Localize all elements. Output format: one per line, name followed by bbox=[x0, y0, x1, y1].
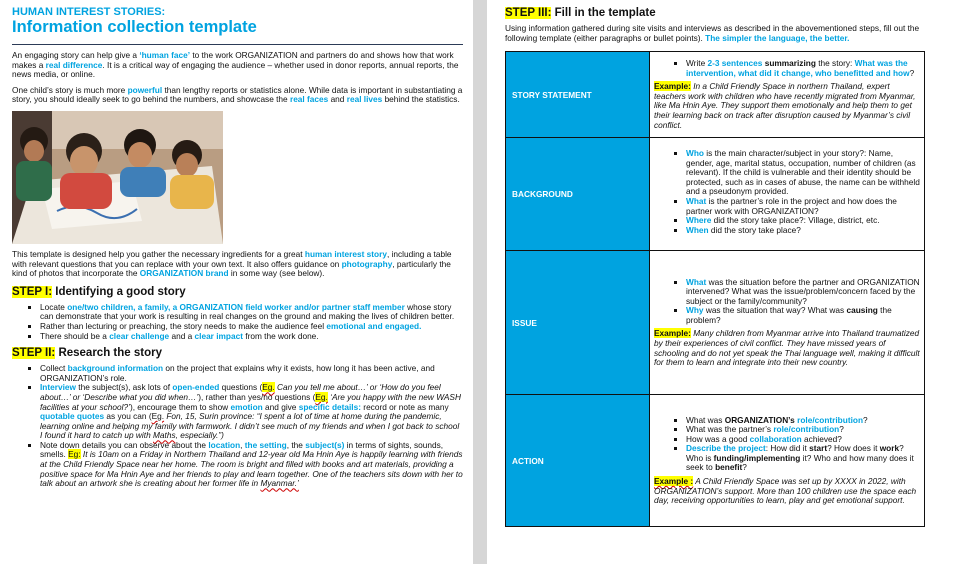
text-run: the story: bbox=[815, 58, 855, 69]
row-content bbox=[650, 52, 925, 138]
text-run: ORGANIZATION’s bbox=[724, 414, 795, 425]
text-run: 2-3 sentences bbox=[707, 58, 763, 69]
text-run: Many children from Myanmar arrive into Thailand traumatized by their experiences of civil conflict. They have missed years of schooling and do not yet speak the Thai language well, making it difficult for them to learn and integrate into their new country. bbox=[654, 328, 920, 368]
text-run: Eg. bbox=[151, 411, 165, 422]
text-run: ), rather than yes/no questions ( bbox=[198, 391, 316, 402]
text-run: emotion bbox=[230, 401, 263, 412]
text-run: achieved? bbox=[801, 433, 842, 444]
table-row bbox=[506, 395, 925, 527]
text-run: One child’s story is much more bbox=[12, 84, 128, 95]
text-run: Myanmar.’ bbox=[260, 478, 299, 489]
text-run: did the story take place?: Village, district, etc. bbox=[711, 215, 880, 226]
step2-heading: STEP II: Research the story bbox=[12, 347, 162, 360]
powerful-paragraph bbox=[12, 86, 463, 105]
text-run: real difference bbox=[45, 59, 103, 70]
text-run: quotable quotes bbox=[40, 411, 105, 422]
text-run: , especially.”) bbox=[175, 430, 224, 441]
text-run: Example : bbox=[654, 476, 694, 487]
text-run: one/two children, a family, a ORGANIZATION field worker and/or partner staff member bbox=[67, 301, 405, 312]
row-bullets bbox=[654, 278, 920, 326]
text-run: human interest story bbox=[304, 248, 387, 259]
row-label: BACKGROUND bbox=[506, 138, 650, 251]
text-run: open-ended bbox=[172, 382, 220, 393]
text-run: record or note as many bbox=[361, 401, 449, 412]
text-run: subject(s) bbox=[305, 439, 345, 450]
text-run: was the situation that way? What was bbox=[703, 305, 847, 316]
text-run: Locate bbox=[40, 301, 68, 312]
text-run: Example: bbox=[654, 328, 691, 339]
step2-list bbox=[12, 364, 463, 489]
list-item bbox=[40, 303, 463, 322]
text-run: Maths bbox=[153, 430, 176, 441]
list-item bbox=[686, 149, 920, 197]
table-row bbox=[506, 52, 925, 138]
text-run: Who bbox=[686, 148, 704, 159]
text-run: Note down details you can observe about the bbox=[40, 439, 209, 450]
text-run: Eg: bbox=[68, 449, 81, 460]
list-item bbox=[40, 441, 463, 489]
list-item bbox=[40, 383, 463, 441]
text-run: ORGANIZATION brand bbox=[139, 268, 229, 279]
text-run: is the main character/subject in your story?: Name, gender, age, marital status, occupation, number of children (as relevant). If the child is vulnerable and their identity should be protected, such as in cases of abuse, the name can be withheld and a pseudonym provided. bbox=[686, 148, 920, 197]
text-run: in some way (see below). bbox=[228, 268, 325, 279]
text-run: on the project that explains why it exists, how long it has been active, and ORGANIZATION’s role. bbox=[40, 363, 435, 383]
intro-paragraph bbox=[12, 51, 463, 80]
text-run: Write bbox=[686, 58, 708, 69]
text-run: When bbox=[686, 224, 709, 235]
row-content bbox=[650, 251, 925, 395]
step3-intro bbox=[505, 24, 950, 43]
list-item bbox=[686, 278, 920, 307]
text-run: the problem? bbox=[686, 305, 892, 325]
text-run: real lives bbox=[346, 94, 383, 105]
row-example bbox=[654, 477, 920, 506]
text-run: summarizing bbox=[764, 58, 816, 69]
list-item bbox=[686, 444, 920, 473]
step1-heading: STEP I: Identifying a good story bbox=[12, 285, 186, 298]
text-run: real faces bbox=[289, 94, 329, 105]
text-run: benefit bbox=[715, 462, 743, 473]
text-run: the setting bbox=[244, 439, 287, 450]
text-run: An engaging story can help give a bbox=[12, 50, 140, 60]
text-run: from the work done. bbox=[242, 330, 319, 341]
text-run: it? Who and how many does it seek to bbox=[686, 452, 914, 473]
left-page bbox=[0, 0, 473, 564]
text-run: is the partner’s role in the project and how does the partner work with ORGANIZATION? bbox=[686, 195, 897, 216]
text-run: did the story take place? bbox=[708, 224, 801, 235]
text-run: and give bbox=[262, 401, 299, 412]
text-run: Where bbox=[686, 215, 712, 226]
text-run: specific details: bbox=[298, 401, 361, 412]
doc-title: Information collection template bbox=[12, 18, 257, 36]
text-run: the subject(s), ask lots of bbox=[75, 382, 173, 393]
text-run: What bbox=[686, 276, 707, 287]
text-run: clear challenge bbox=[109, 330, 170, 341]
doc-title-top: HUMAN INTEREST STORIES: bbox=[12, 6, 166, 18]
text-run: ‘Are you happy with the new WASH facilities at your school?’ bbox=[40, 391, 461, 412]
step3-heading: STEP III: Fill in the template bbox=[505, 7, 656, 19]
row-label: STORY STATEMENT bbox=[506, 52, 650, 138]
text-run: : How did it bbox=[765, 443, 810, 454]
text-run: and bbox=[328, 94, 347, 105]
text-run: Eg. bbox=[262, 382, 275, 393]
text-run: ), encourage them to show bbox=[129, 401, 231, 412]
title-divider bbox=[12, 44, 463, 45]
template-paragraph bbox=[12, 250, 463, 279]
text-run: ‘human face’ bbox=[139, 50, 191, 60]
list-item bbox=[40, 332, 463, 342]
text-run: This template is designed help you gather the necessary ingredients for a great bbox=[12, 248, 305, 259]
text-run: as you can ( bbox=[104, 411, 152, 422]
text-run: emotional and engaged. bbox=[326, 320, 422, 331]
text-run: photography bbox=[341, 258, 393, 269]
text-run: causing bbox=[846, 305, 878, 316]
list-item bbox=[686, 306, 920, 325]
text-run: role/contribution bbox=[773, 424, 840, 435]
table-row bbox=[506, 138, 925, 251]
row-example bbox=[654, 329, 920, 367]
text-run: Eg. bbox=[315, 391, 328, 402]
row-bullets bbox=[654, 149, 920, 235]
text-run: It is 10am on a Friday in Northern Thailand and 12-year old Ma Hnin Aye is happily learning with friends at the Child Friendly Space near her home. The room is bright and filled with books and art materials, providing a positive space for Ma Hnin Aye and her friends to play and learn together. One of the teachers sits down with her to talk about an artwork she is creating about her former life in bbox=[40, 449, 463, 489]
row-bullets bbox=[654, 416, 920, 474]
text-run: funding/implementing bbox=[713, 452, 801, 463]
text-run: behind the statistics. bbox=[382, 94, 460, 105]
list-item bbox=[40, 364, 463, 383]
row-bullets bbox=[654, 59, 920, 78]
children-drawing-photo bbox=[12, 111, 223, 244]
text-run: Using information gathered during site visits and interviews as described in the abovementioned steps, fill out the following template (either paragraphs or bullet points). bbox=[505, 23, 920, 43]
text-run: and a bbox=[169, 330, 195, 341]
row-content bbox=[650, 395, 925, 527]
text-run: clear impact bbox=[194, 330, 243, 341]
list-item bbox=[686, 226, 920, 236]
row-label: ISSUE bbox=[506, 251, 650, 395]
text-run: was the situation before the partner and ORGANIZATION intervened? What was the issue/problem/concern faced by the subject or the family/community? bbox=[686, 276, 920, 306]
text-run: in terms of sights, sounds, smells. bbox=[40, 439, 444, 460]
table-row bbox=[506, 251, 925, 395]
text-run: location bbox=[208, 439, 241, 450]
text-run: In a Child Friendly Space in northern Thailand, expert teachers work with children who have recently migrated from Myanmar, like Ma Hnin Aye. They support them emotionally and help them to get their learning back on track after disruption caused by Myanmar’s civil conflict. bbox=[654, 81, 916, 130]
text-run: background information bbox=[67, 363, 164, 374]
list-item bbox=[686, 59, 920, 78]
text-run: Can you tell me about…’ or ‘How do you feel about…’ or ‘Describe what you did when…’ bbox=[40, 382, 441, 402]
text-run: ? How does it bbox=[827, 443, 880, 454]
text-run: What was bbox=[686, 414, 725, 425]
text-run: powerful bbox=[127, 84, 163, 95]
text-run: to the work ORGANIZATION and partners do and shows how that work makes a bbox=[12, 50, 454, 70]
row-label: ACTION bbox=[506, 395, 650, 527]
row-content bbox=[650, 138, 925, 251]
text-run: What was the partner’s bbox=[686, 424, 774, 435]
text-run: , the bbox=[286, 439, 306, 450]
text-run: , particularly the kind of photos that incorporate the bbox=[12, 258, 451, 279]
text-run: What bbox=[686, 195, 707, 206]
text-run: Fon, 15, Surin province: “I spent a lot of time at home during the pandemic, learning online and helping my family with farmwork. I didn’t see much of my friends and when I got back to school I found it hard to catch up with bbox=[40, 411, 460, 441]
text-run: Describe the project bbox=[686, 443, 766, 454]
text-run: role/contribution bbox=[797, 414, 864, 425]
text-run: The simpler the language, the better. bbox=[705, 32, 850, 43]
text-run: questions ( bbox=[219, 382, 263, 393]
text-run: , including a table with relevant questions that you can replace with your own text. It also offers guidance on bbox=[12, 248, 452, 269]
text-run: , bbox=[240, 439, 245, 450]
text-run: Rather than lecturing or preaching, the story needs to make the audience feel bbox=[40, 320, 327, 331]
text-run: ? bbox=[863, 414, 868, 425]
text-run: Interview bbox=[40, 382, 76, 393]
text-run: work bbox=[879, 443, 900, 454]
text-run: Collect bbox=[40, 363, 68, 374]
text-run: . It is a critical way of engaging the audience – whether used in donor reports, annual reports, the news media, or online. bbox=[12, 59, 459, 80]
text-run: ? bbox=[839, 424, 844, 435]
list-item bbox=[686, 197, 920, 216]
text-run: collaboration bbox=[749, 433, 802, 444]
text-run: There should be a bbox=[40, 330, 110, 341]
text-run: What was the intervention, what did it change, who benefitted and how bbox=[686, 58, 910, 78]
text-run: than lengthy reports or statistics alone. While data is important in substantiating a story, you should ideally seek to go behind the numbers, and showcase the bbox=[12, 84, 463, 105]
text-run: start bbox=[809, 443, 828, 454]
text-run: whose story can demonstrate that your work is resulting in real changes on the ground and making the lives of children better. bbox=[40, 301, 455, 322]
text-run: ? Who is bbox=[686, 443, 904, 463]
text-run: How was a good bbox=[686, 433, 750, 444]
text-run: Why bbox=[686, 305, 704, 316]
right-page bbox=[487, 0, 960, 564]
text-run: ? bbox=[742, 462, 747, 473]
row-example bbox=[654, 82, 920, 130]
text-run: A Child Friendly Space was set up by XXXX in 2022, with ORGANIZATION’s support. More than 100 children use the space each day, receiving opportunities to learn, play and get emotional support. bbox=[654, 476, 917, 506]
text-run: ? bbox=[909, 67, 915, 78]
text-run: Example: bbox=[654, 81, 691, 92]
step1-list bbox=[12, 303, 463, 341]
story-template-table bbox=[505, 51, 925, 527]
